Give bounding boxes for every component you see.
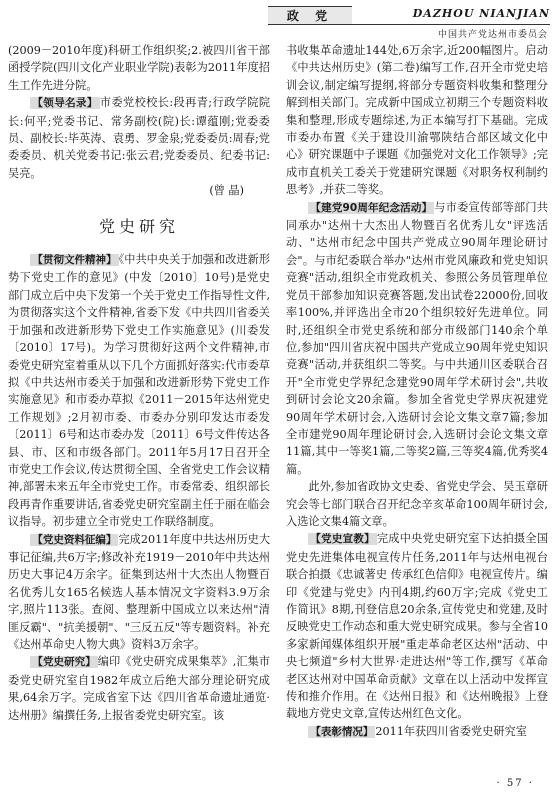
left-column [8,42,270,724]
tag-collect: 【 党史资料征编 】 [30,534,118,546]
commendation-text: 2011年获四川省委党史研究室 [375,724,527,738]
paragraph-collect [8,531,270,654]
leaders-text: 市委党校校长:段再青;行政学院院长:何平;党委书记、常务副校(院)长:谭蕴刚;党委委员、副校长:毕英涛、袁勇、罗金泉;党委委员:周春;党委委员、机关党委书记:张云君;党委委员、纪委书记:吴亮。 [8,96,271,180]
tag-spirit: 【 贯彻文件精神 】 [30,254,118,266]
paragraph-commendation [286,723,548,741]
paragraph-research-continued: 书收集革命遗址144处,6万余字,近200幅图片。启动《中共达州历史》(第二卷)编写工作,召开全市党史培训会议,制定编写提纲,将部分专题资料收集和整理分解到相关部门。完成新中国成立初期三个专题资料收集和整理,形成专题综述,为正本编写打下基础。完成市委办布置《关于建设川渝鄂陕结合部区域文化中心》研究课题中子课题《加强党对文化工作领导》;完成市直机关工委关于党建研究课题《对职务权利制约思考》,并获二等奖。 [286,44,548,197]
header-section-label: 政 党 [286,9,334,23]
collect-text: 完成2011年度中共达州历史大事记征编,共6万字;修改补充1919－2010年中共达州历史大事记4万余字。征集到达州十大杰出人物暨百名优秀儿女165名候选人基本情况文字资料3.9万余字,照片113张。查阅、整理新中国成立以来达州"清匪反霸"、"抗美援朝"、"三反五反"等专题资料。补充《达州革命史人物大典》资料3万余字。 [8,532,271,651]
paragraph-propaganda [286,530,548,722]
paragraph-spirit [8,251,270,531]
right-column [286,42,548,741]
paragraph-research [8,653,270,724]
spirit-text: 《中共中央关于加强和改进新形势下党史工作的意见》(中发〔2010〕10号)是党史部门成立后中央下发第一个关于党史工作指导性文件,为贯彻落实这个文件精神,省委下发《中共四川省委关于加强和改进新形势下党史工作实施意见》(川委发〔2010〕17号)。为学习贯彻好这两个文件精神,市委党史研究室着重从以下几个方面抓好落实:代市委草拟《中共达州市委关于加强和改进新形势下党史工作实施意见》和市委办草拟《2011－2015年达州党史工作规划》;2月初市委、市委办分别印发达市委发〔2011〕6号和达市委办发〔2011〕6号文件传达各县、市、区和市级各部门。2011年5月17日召开全市党史工作会议,传达贯彻全国、全省党史工作会议精神,部署未来五年全市党史工作。市委常委、组织部长段再青作重要讲话,省委党史研究室副主任于丽在临会议指导。初步建立全市党史工作联络制度。 [8,253,271,529]
running-header [0,0,556,44]
tag-propaganda: 【 党史宣教 】 [308,533,376,545]
paragraph-leaders [8,94,270,182]
paragraph-anniversary [286,199,548,479]
anniversary-text: 与市委宣传部等部门共同承办"达州十大杰出人物暨百名优秀儿女"评选活动、"达州市纪念中国共产党成立90周年理论研讨会"。与市纪委联合举办"达州市党风廉政和党史知识竞赛"活动,组织全市党政机关、参照公务员管理单位党员干部参加知识竞赛答题,发出试卷22000份,回收率100%,并评选出全市20个组织较好先进单位。同时,还组织全市党史系统和部分市级部门140余个单位,参加"四川省庆祝中国共产党成立90周年党史知识竞赛"活动,并获组织二等奖。与中共通川区委联合召开"全市党史学界纪念建党90周年学术研讨会",共收到研讨会论文20余篇。参加全省党史学界庆祝建党90周年学术研讨会,入选研讨会论文集文章7篇;参加全市建党90周年理论研讨会,入选研讨会论文集文章11篇,其中一等奖1篇,二等奖2篇,三等奖4篇,优秀奖4篇。 [286,200,549,476]
section-title: 党史研究 [98,216,179,236]
propaganda-text: 完成中央党史研究室下达拍摄全国党史先进集体电视宣传片任务,2011年与达州电视台联合拍摄《忠诚著史 传承红色信仰》电视宣传片。编印《党建与党史》内刊4期,约60万字;完成《党史工作简讯》8期,刊登信息20余条,宣传党史和党建,及时反映党史工作动态和重大党史研究成果。参与全省10多家新闻媒体组织开展"重走革命老区达州"活动、中央七频道"乡村大世界·走进达州"等工作,撰写《革命老区达州对中国革命贡献》文章在以上活动中发挥宣传和推介作用。在《达州日报》和《达州晚报》上登载地方党史文章,宣传达州红色文化。 [286,532,549,721]
tag-commendation: 【 表彰情况 】 [308,726,375,738]
tag-anniversary: 【 建党90周年纪念活动 】 [308,202,434,214]
header-rule [268,24,550,25]
header-org-name: 中国共产党达州市委员会 [437,30,548,40]
page-number: · 57 · [496,778,534,789]
author-signature: (曾 晶) [209,184,244,198]
tag-leaders: 【 领导名录 】 [30,97,99,109]
header-journal-title: DAZHOU NIANJIAN [412,7,550,20]
paragraph-continued: (2009－2010年度)科研工作组织奖;2.被四川省干部函授学院(四川文化产业职业学院)表彰为2011年度招生工作先进分院。 [8,44,270,92]
paragraph-additional: 此外,参加省政协文史委、省党史学会、吴玉章研究会等七部门联合召开纪念辛亥革命100周年研讨会,入选论文集4篇文章。 [286,480,548,528]
research-text: 编印《党史研究成果集萃》,汇集市委党史研究室自1982年成立后绝大部分理论研究成果,64余万字。完成省室下达《四川省革命遗址通览·达州册》编撰任务,上报省委党史研究室。该 [8,655,271,722]
tag-research: 【 党史研究 】 [30,656,97,668]
